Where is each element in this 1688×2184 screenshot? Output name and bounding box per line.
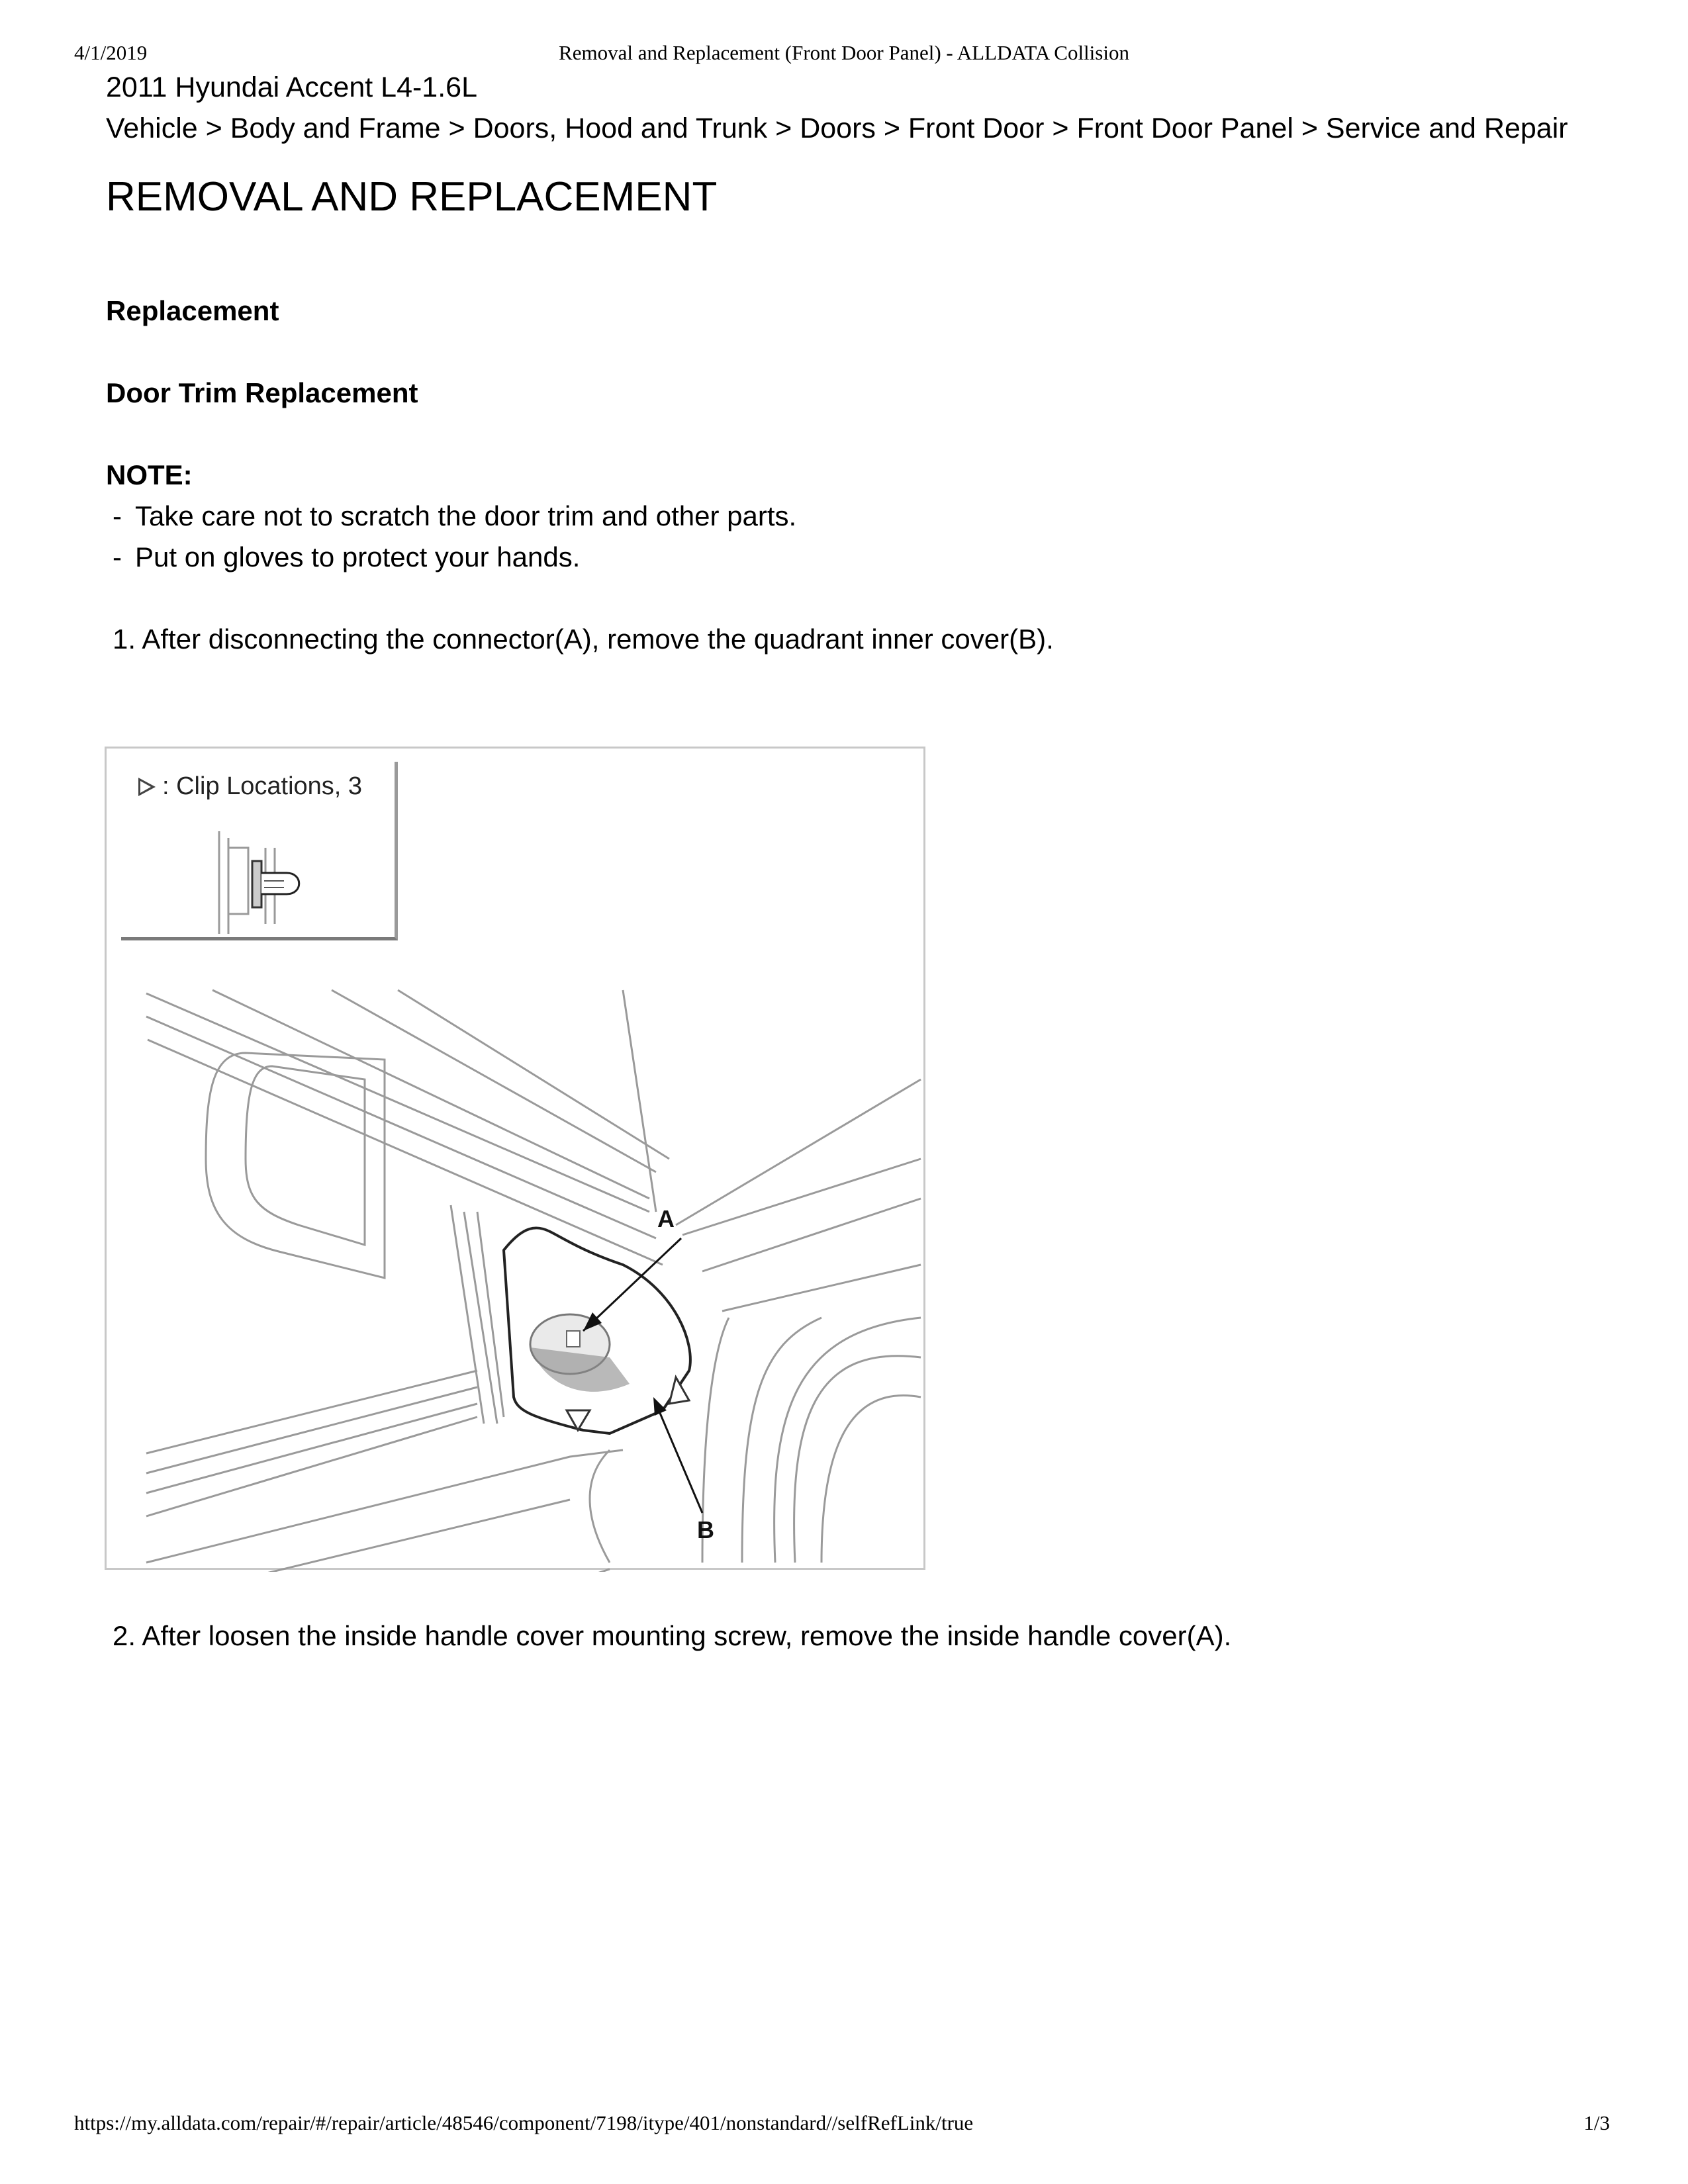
breadcrumb-item-body-and-frame[interactable]: Body and Frame: [230, 113, 441, 144]
page-number: 1/3: [1583, 2111, 1610, 2134]
clip-location-inset: [121, 762, 398, 940]
breadcrumb-item-vehicle[interactable]: Vehicle: [106, 113, 198, 144]
clip-locations-label: : Clip Locations, 3: [162, 772, 363, 800]
note-text: Put on gloves to protect your hands.: [135, 541, 581, 572]
print-title: Removal and Replacement (Front Door Panel) - ALLDATA Collision: [559, 41, 1129, 64]
section-heading-replacement: Replacement: [106, 295, 279, 326]
breadcrumb-item-front-door-panel[interactable]: Front Door Panel: [1076, 113, 1293, 144]
step-1-text: 1. After disconnecting the connector(A), remove the quadrant inner cover(B).: [113, 623, 1054, 655]
note-bullet: -: [113, 500, 122, 531]
breadcrumb-separator: >: [197, 113, 230, 144]
breadcrumb-separator: >: [875, 113, 908, 144]
print-date: 4/1/2019: [74, 41, 148, 64]
section-heading-door-trim: Door Trim Replacement: [106, 377, 418, 408]
breadcrumb-separator: >: [1293, 113, 1326, 144]
callout-b: B: [697, 1516, 714, 1543]
note-label: NOTE:: [106, 459, 193, 490]
vehicle-name: 2011 Hyundai Accent L4-1.6L: [106, 71, 477, 103]
breadcrumb-separator: >: [1044, 113, 1077, 144]
note-text: Take care not to scratch the door trim and other parts.: [135, 500, 797, 531]
breadcrumb: [106, 113, 1568, 145]
note-item: [113, 541, 580, 573]
note-bullet: -: [113, 541, 122, 572]
note-item: [113, 500, 796, 532]
step-2-text: 2. After loosen the inside handle cover mounting screw, remove the inside handle cover(A).: [113, 1620, 1232, 1651]
breadcrumb-item-doors[interactable]: Doors: [800, 113, 876, 144]
breadcrumb-item-service-and-repair[interactable]: Service and Repair: [1325, 113, 1568, 144]
page-title: REMOVAL AND REPLACEMENT: [106, 174, 718, 220]
callout-a: A: [657, 1205, 675, 1232]
print-url: https://my.alldata.com/repair/#/repair/article/48546/component/7198/itype/401/nonstandard//selfRefLink/true: [74, 2111, 974, 2134]
breadcrumb-item-front-door[interactable]: Front Door: [908, 113, 1045, 144]
breadcrumb-item-doors-hood-trunk[interactable]: Doors, Hood and Trunk: [473, 113, 768, 144]
quadrant-cover-illustration: [105, 747, 925, 1570]
clip-icon: [121, 762, 398, 940]
breadcrumb-separator: >: [440, 113, 473, 144]
breadcrumb-separator: >: [767, 113, 800, 144]
